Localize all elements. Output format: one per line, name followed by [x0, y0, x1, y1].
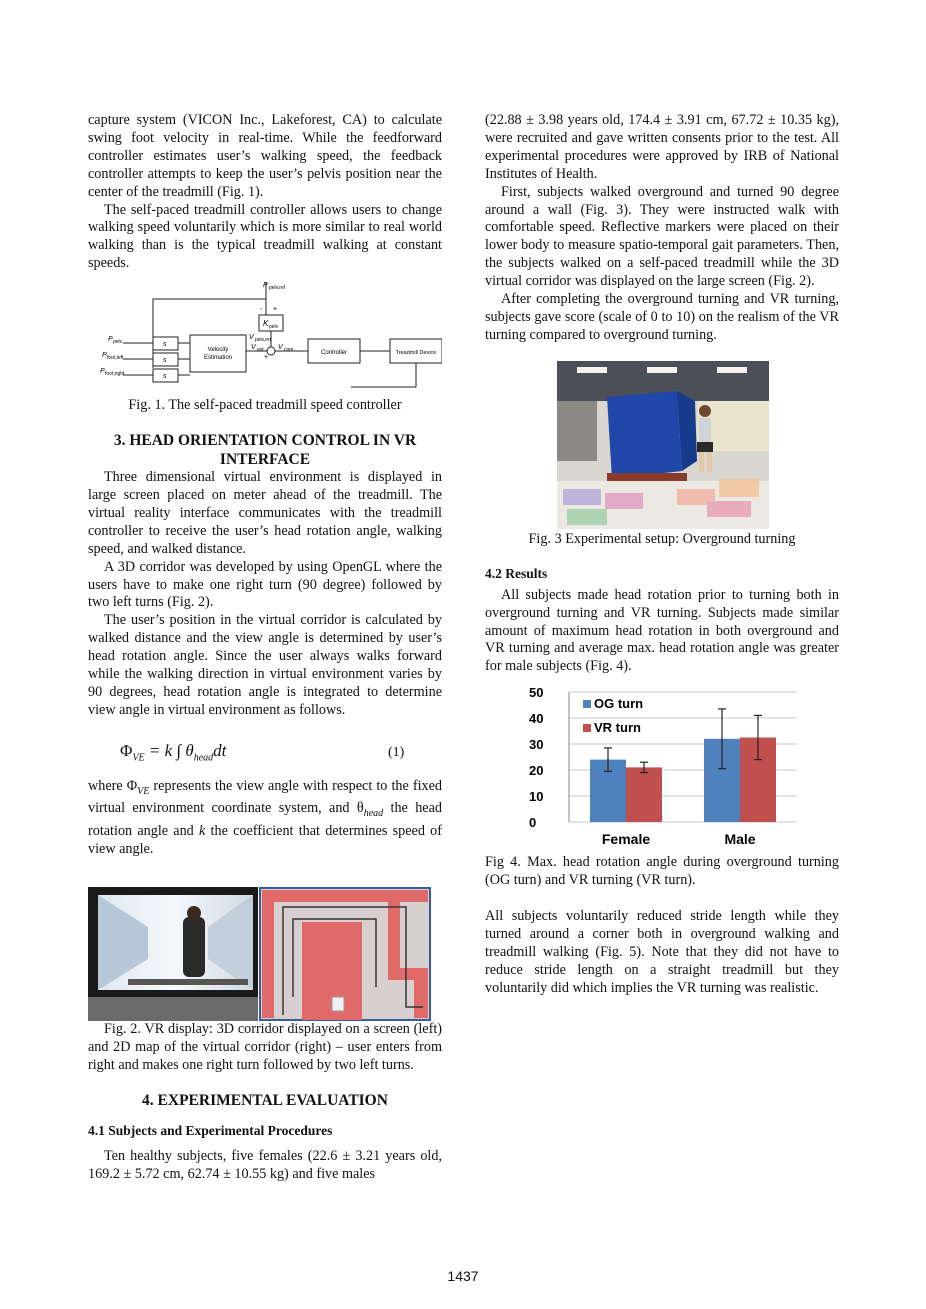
controller-block-diagram — [88, 277, 442, 401]
right-column — [485, 112, 839, 998]
minus-sign: - — [260, 306, 263, 314]
p-foot-left-sub: foot,left — [107, 355, 124, 362]
p-foot-right-sub: foot,right — [105, 371, 125, 378]
k-pelv-sub: pelv — [269, 324, 279, 331]
equation-number: (1) — [388, 744, 405, 760]
paragraph: All subjects made head rotation prior to turning both in overground turning and VR turning. Subjects made similar amount of maximum head rotation in both overground and VR turning and average max. head rotation angle was greater for male subjects (Fig. 4). — [485, 586, 839, 675]
figure-1 — [88, 277, 442, 401]
y-tick-label: 50 — [529, 685, 544, 701]
paragraph: Three dimensional virtual environment is displayed in large screen placed on meter ahead of the treadmill. The virtual reality interface communicates with the treadmill controller to receive the user’s head rotation angle, walking speed, and walked distance. — [88, 469, 442, 557]
p-pelv-label: P — [108, 336, 113, 344]
p-pelv-ref-sub: pelv,ref — [269, 285, 286, 292]
p-pelv-sub: pelv — [113, 339, 123, 346]
figure-3-caption: Fig. 3 Experimental setup: Overground turning — [528, 530, 796, 547]
plus-sign: + — [273, 306, 278, 314]
treadmill-block-label: Treadmill Device — [395, 350, 437, 357]
v-com-sub: com — [284, 347, 294, 354]
figure-1-caption: Fig. 1. The self-paced treadmill speed controller — [128, 397, 402, 414]
figure-4 — [485, 680, 839, 848]
paragraph: All subjects voluntarily reduced stride length while they turned around a corner both in overground walking and treadmill walking (Fig. 5). Note that they did not have to reduce stride length on a straight treadmill but they voluntarily did which implies the VR turning was realistic. — [485, 908, 839, 996]
x-tick-label: Female — [601, 831, 651, 848]
v-pelv-err-label: V — [249, 334, 254, 342]
y-tick-label: 20 — [529, 763, 544, 779]
equation-1: $\Phi_{VE} = k$ ∫ $\theta_{head}dt$ (1) — [120, 740, 405, 764]
legend-label: OG turn — [594, 696, 644, 712]
k-pelv-label: K — [263, 319, 269, 329]
paragraph: After completing the overground turning and VR turning, subjects gave score (scale of 0 to 10) on the realism of the VR turning compared to overground turning. — [485, 291, 839, 343]
p-foot-left-label: P — [102, 352, 107, 360]
subsection-4-2-title: 4.2 Results — [485, 565, 548, 581]
p-pelv-ref-label: P — [263, 282, 268, 290]
figure-3 — [557, 361, 769, 529]
v-com-label: V — [278, 344, 283, 352]
figure-4-caption: Fig 4. Max. head rotation angle during overground turning (OG turn) and VR turning (VR turn). — [485, 854, 839, 889]
paragraph: capture system (VICON Inc., Lakeforest, CA) to calculate swing foot velocity in real-time. While the feedforward controller estimates user’s walking speed, the feedback controller attempts to keep the user’s pelvis position near the center of the treadmill (Fig. 1). — [88, 112, 442, 200]
y-tick-label: 30 — [529, 737, 544, 753]
y-tick-label: 0 — [529, 815, 537, 831]
bar-vr-turn — [626, 768, 662, 823]
subsection-4-1-title: 4.1 Subjects and Experimental Procedures — [88, 1122, 333, 1138]
paragraph: The user’s position in the virtual corridor is calculated by walked distance and the view angle is determined by user’s head rotation angle. Since the user always walks forward while the walking direction in virtual environment varies by 90 degrees, head rotation angle is integrated to determine view angle in virtual environment as follows. — [88, 612, 442, 718]
plus-sign: + — [264, 354, 269, 362]
left-column — [88, 112, 442, 1184]
v-est-sub: est — [257, 347, 264, 354]
velocity-block-label: Velocity — [207, 347, 229, 354]
legend-swatch — [583, 700, 591, 708]
s-block: s — [163, 373, 167, 381]
head-rotation-bar-chart — [485, 680, 839, 848]
controller-block-label: Controller — [320, 350, 348, 357]
vr-display-image — [88, 887, 442, 1021]
y-tick-label: 10 — [529, 789, 544, 805]
figure-2 — [88, 887, 442, 1021]
paragraph: A 3D corridor was developed by using OpenGL where the users have to make one right turn (90 degree) followed by two left turns (Fig. 2). — [88, 558, 442, 611]
paragraph: Ten healthy subjects, five females (22.6 ± 3.21 years old, 169.2 ± 5.72 cm, 62.74 ± 10.55 kg) and five males — [88, 1147, 442, 1182]
paragraph: The self-paced treadmill controller allows users to change walking speed voluntarily which is more similar to real world walking than is the typical treadmill walking at constant speeds. — [88, 201, 442, 272]
paragraph: First, subjects walked overground and turned 90 degree around a wall (Fig. 3). They were instructed walk with comfortable speed. Reflective markers were placed on their lower body to measure spatio-temporal gait parameters. Then, the subjects walked on a self-paced treadmill while the 3D virtual corridor was displayed on the large screen (Fig. 2). — [485, 183, 839, 290]
p-foot-right-label: P — [100, 368, 105, 376]
s-block: s — [163, 341, 167, 349]
y-tick-label: 40 — [529, 711, 544, 727]
estimation-block-label: Estimation — [203, 355, 233, 362]
figure-2-caption: Fig. 2. VR display: 3D corridor displayed on a screen (left) and 2D map of the virtual corridor (right) – user enters from right and makes one right turn followed by two left turns. — [88, 1021, 442, 1073]
legend-swatch — [583, 724, 591, 732]
page-number: 1437 — [447, 1268, 479, 1284]
legend-label: VR turn — [594, 720, 641, 736]
s-block: s — [163, 357, 167, 365]
x-tick-label: Male — [724, 831, 756, 848]
paragraph: (22.88 ± 3.98 years old, 174.4 ± 3.91 cm, 67.72 ± 10.35 kg), were recruited and gave written consents prior to the test. All experimental procedures were approved by IRB of National Institutes of Health. — [485, 112, 839, 182]
v-pelv-err-sub: pelv,err — [255, 337, 272, 344]
v-est-label: V — [251, 344, 256, 352]
section-3-title: 3. HEAD ORIENTATION CONTROL IN VR INTERFACE — [113, 432, 417, 469]
section-4-title: 4. EXPERIMENTAL EVALUATION — [142, 1091, 388, 1109]
overground-setup-photo — [557, 361, 769, 529]
paragraph: where $\Phi_{VE}$ represents the view angle with respect to the fixed virtual environment coordinate system, and $\theta_{head}$ the head rotation angle and k the coefficient that determines speed of view angle. — [88, 777, 443, 858]
